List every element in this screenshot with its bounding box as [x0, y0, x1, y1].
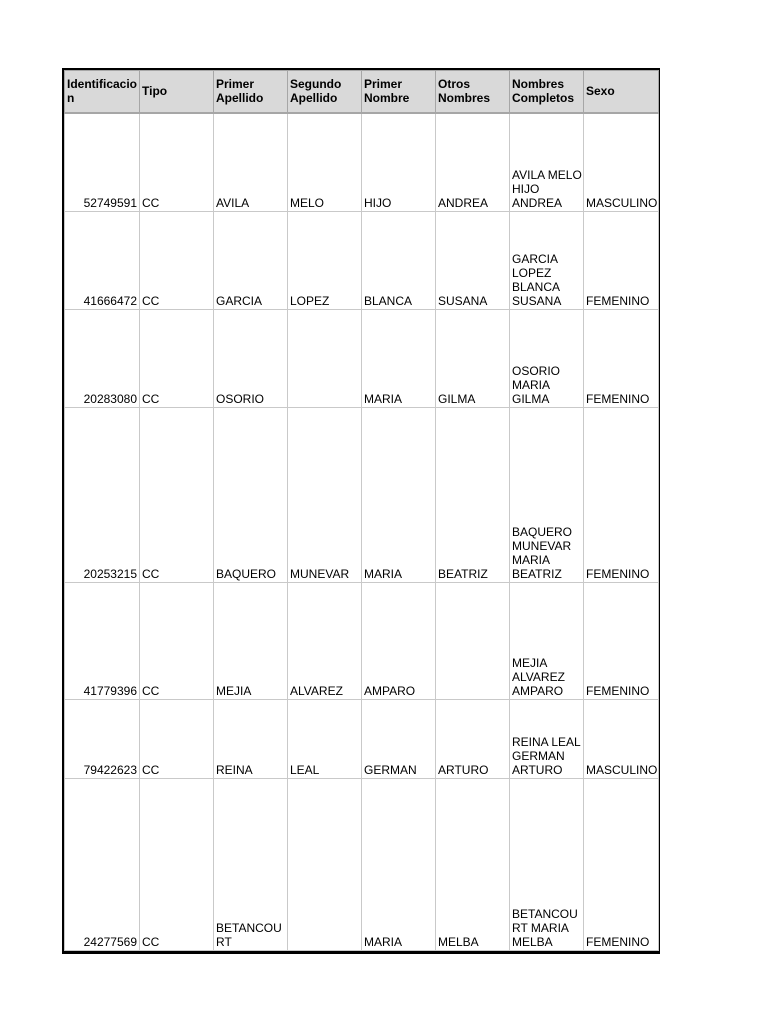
header-segundo-apellido: Segundo Apellido — [288, 71, 362, 114]
cell-identificacion: 79422623 — [65, 700, 140, 779]
cell-segundo-apellido: MELO — [288, 113, 362, 212]
table-header-row — [65, 71, 659, 114]
cell-primer-nombre: HIJO — [362, 113, 436, 212]
cell-primer-nombre: MARIA — [362, 779, 436, 951]
table-row — [65, 310, 659, 408]
cell-segundo-apellido — [288, 310, 362, 408]
cell-otros-nombres: ANDREA — [436, 113, 510, 212]
cell-identificacion: 41666472 — [65, 212, 140, 310]
header-primer-apellido: Primer Apellido — [214, 71, 288, 114]
table-row — [65, 583, 659, 700]
cell-primer-nombre: GERMAN — [362, 700, 436, 779]
header-primer-nombre: Primer Nombre — [362, 71, 436, 114]
spreadsheet-table-container — [62, 68, 660, 954]
cell-segundo-apellido: LOPEZ — [288, 212, 362, 310]
cell-nombres-completos: AVILA MELO HIJO ANDREA — [510, 113, 584, 212]
cell-otros-nombres: GILMA — [436, 310, 510, 408]
cell-primer-apellido: MEJIA — [214, 583, 288, 700]
cell-identificacion: 41779396 — [65, 583, 140, 700]
cell-sexo: MASCULINO — [584, 113, 659, 212]
cell-primer-nombre: BLANCA — [362, 212, 436, 310]
cell-otros-nombres — [436, 583, 510, 700]
cell-primer-nombre: MARIA — [362, 310, 436, 408]
cell-otros-nombres: SUSANA — [436, 212, 510, 310]
cell-tipo: CC — [140, 212, 214, 310]
cell-tipo: CC — [140, 700, 214, 779]
cell-primer-nombre: AMPARO — [362, 583, 436, 700]
header-tipo: Tipo — [140, 71, 214, 114]
cell-nombres-completos: BAQUERO MUNEVAR MARIA BEATRIZ — [510, 408, 584, 583]
cell-nombres-completos: REINA LEAL GERMAN ARTURO — [510, 700, 584, 779]
cell-primer-apellido: BAQUERO — [214, 408, 288, 583]
cell-primer-apellido: AVILA — [214, 113, 288, 212]
cell-sexo: MASCULINO — [584, 700, 659, 779]
table-row — [65, 408, 659, 583]
cell-sexo: FEMENINO — [584, 583, 659, 700]
header-otros-nombres: Otros Nombres — [436, 71, 510, 114]
header-identificacion: Identificacion — [65, 71, 140, 114]
cell-identificacion: 52749591 — [65, 113, 140, 212]
cell-segundo-apellido: ALVAREZ — [288, 583, 362, 700]
cell-sexo: FEMENINO — [584, 212, 659, 310]
cell-otros-nombres: ARTURO — [436, 700, 510, 779]
table-row — [65, 779, 659, 951]
cell-primer-apellido: GARCIA — [214, 212, 288, 310]
header-nombres-completos: Nombres Completos — [510, 71, 584, 114]
cell-primer-apellido: REINA — [214, 700, 288, 779]
cell-primer-nombre: MARIA — [362, 408, 436, 583]
cell-tipo: CC — [140, 113, 214, 212]
cell-identificacion: 20283080 — [65, 310, 140, 408]
cell-segundo-apellido — [288, 779, 362, 951]
table-row — [65, 113, 659, 212]
cell-segundo-apellido: LEAL — [288, 700, 362, 779]
cell-otros-nombres: BEATRIZ — [436, 408, 510, 583]
cell-tipo: CC — [140, 583, 214, 700]
cell-segundo-apellido: MUNEVAR — [288, 408, 362, 583]
cell-nombres-completos: GARCIA LOPEZ BLANCA SUSANA — [510, 212, 584, 310]
cell-tipo: CC — [140, 408, 214, 583]
cell-identificacion: 20253215 — [65, 408, 140, 583]
cell-nombres-completos: OSORIO MARIA GILMA — [510, 310, 584, 408]
cell-tipo: CC — [140, 310, 214, 408]
table-row — [65, 212, 659, 310]
cell-nombres-completos: BETANCOURT MARIA MELBA — [510, 779, 584, 951]
people-table — [64, 70, 659, 951]
cell-primer-apellido: OSORIO — [214, 310, 288, 408]
cell-sexo: FEMENINO — [584, 408, 659, 583]
table-row — [65, 700, 659, 779]
cell-nombres-completos: MEJIA ALVAREZ AMPARO — [510, 583, 584, 700]
cell-primer-apellido: BETANCOURT — [214, 779, 288, 951]
cell-sexo: FEMENINO — [584, 310, 659, 408]
cell-tipo: CC — [140, 779, 214, 951]
cell-otros-nombres: MELBA — [436, 779, 510, 951]
cell-sexo: FEMENINO — [584, 779, 659, 951]
header-sexo: Sexo — [584, 71, 659, 114]
cell-identificacion: 24277569 — [65, 779, 140, 951]
